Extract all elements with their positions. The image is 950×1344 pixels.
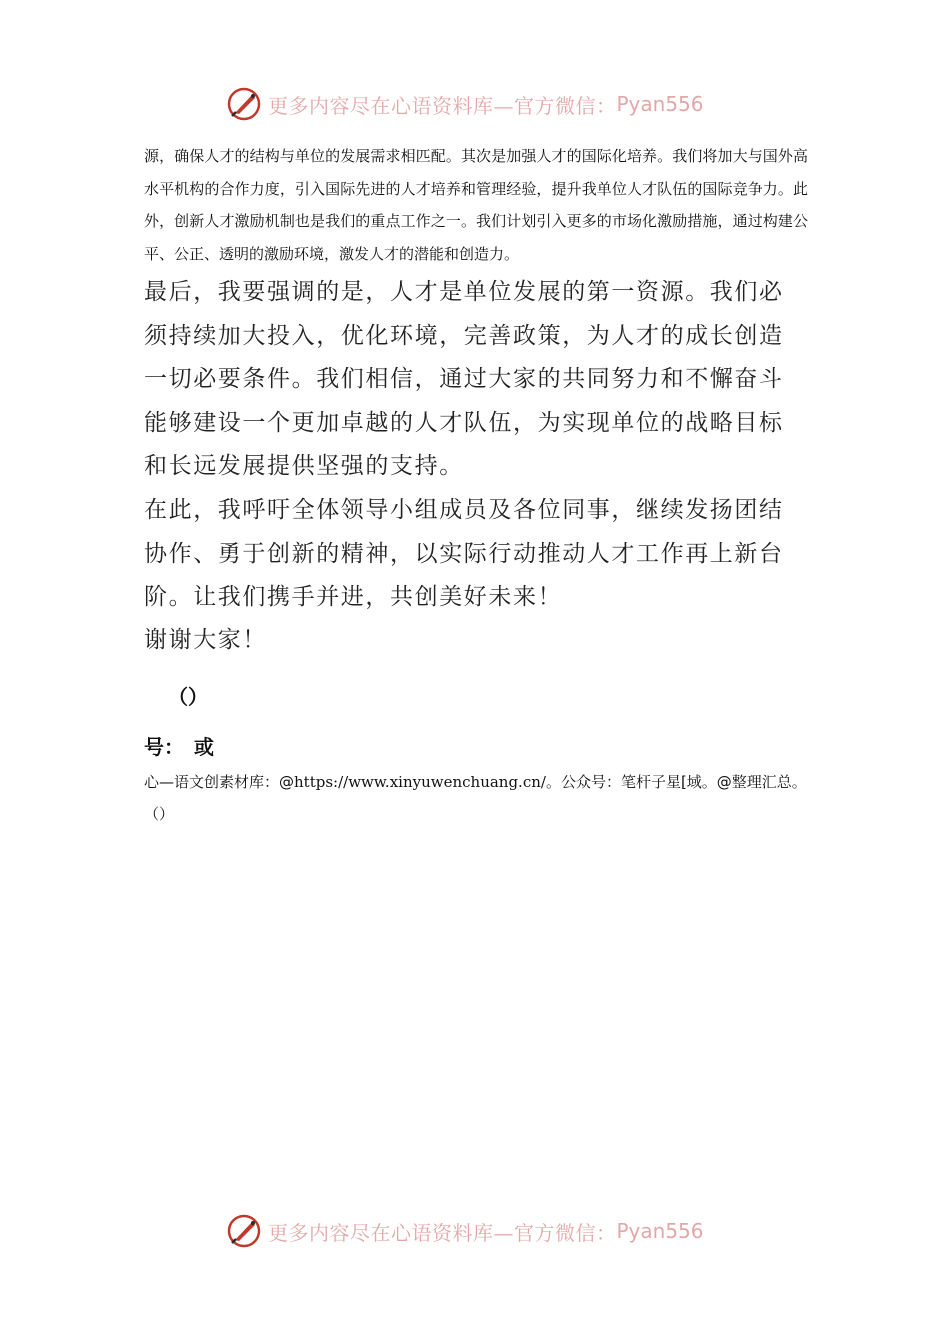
footer-watermark — [226, 1211, 746, 1251]
appeal-paragraph: 在此，我呼吁全体领导小组成员及各位同事，继续发扬团结协作、勇于创新的精神，以实际行动推动人才工作再上新台阶。让我们携手并进，共创美好未来！ — [144, 497, 784, 610]
number-label: 号： 或 — [144, 735, 214, 759]
body-paragraph-small: 源，确保人才的结构与单位的发展需求相匹配。其次是加强人才的国际化培养。我们将加大与国外高水平机构的合作力度，引入国际先进的人才培养和管理经验，提升我单位人才队伍的国际竞争力。此外，创新人才激励机制也是我们的重点工作之一。我们计划引入更多的市场化激励措施，通过构建公平、公正、透明的激励环境，激发人才的潜能和创造力。 — [144, 147, 808, 263]
source-prefix: 心—语文创素材库：@ — [144, 773, 295, 791]
quill-logo-icon — [226, 86, 262, 122]
watermark-handle: Pyan556 — [616, 1219, 704, 1243]
watermark-text: 更多内容尽在心语资料库—官方微信： — [268, 1220, 617, 1245]
parentheses-heading: （） — [168, 685, 208, 709]
thanks-line: 谢谢大家！ — [144, 627, 267, 653]
quill-logo-icon — [226, 1213, 262, 1249]
watermark-handle: Pyan556 — [616, 92, 704, 116]
source-url[interactable]: https://www.xinyuwenchuang.cn/ — [294, 773, 546, 791]
header-watermark — [226, 84, 746, 124]
conclusion-paragraph: 最后，我要强调的是，人才是单位发展的第一资源。我们必须持续加大投入，优化环境，完善政策，为人才的成长创造一切必要条件。我们相信，通过大家的共同努力和不懈奋斗能够建设一个更加卓越的人才队伍，为实现单位的战略目标和长远发展提供坚强的支持。 — [144, 279, 784, 479]
source-suffix: 。公众号：笔杆子星[域。@整理汇总。（） — [144, 773, 807, 823]
watermark-text: 更多内容尽在心语资料库—官方微信： — [268, 93, 617, 118]
source-note — [144, 766, 812, 830]
